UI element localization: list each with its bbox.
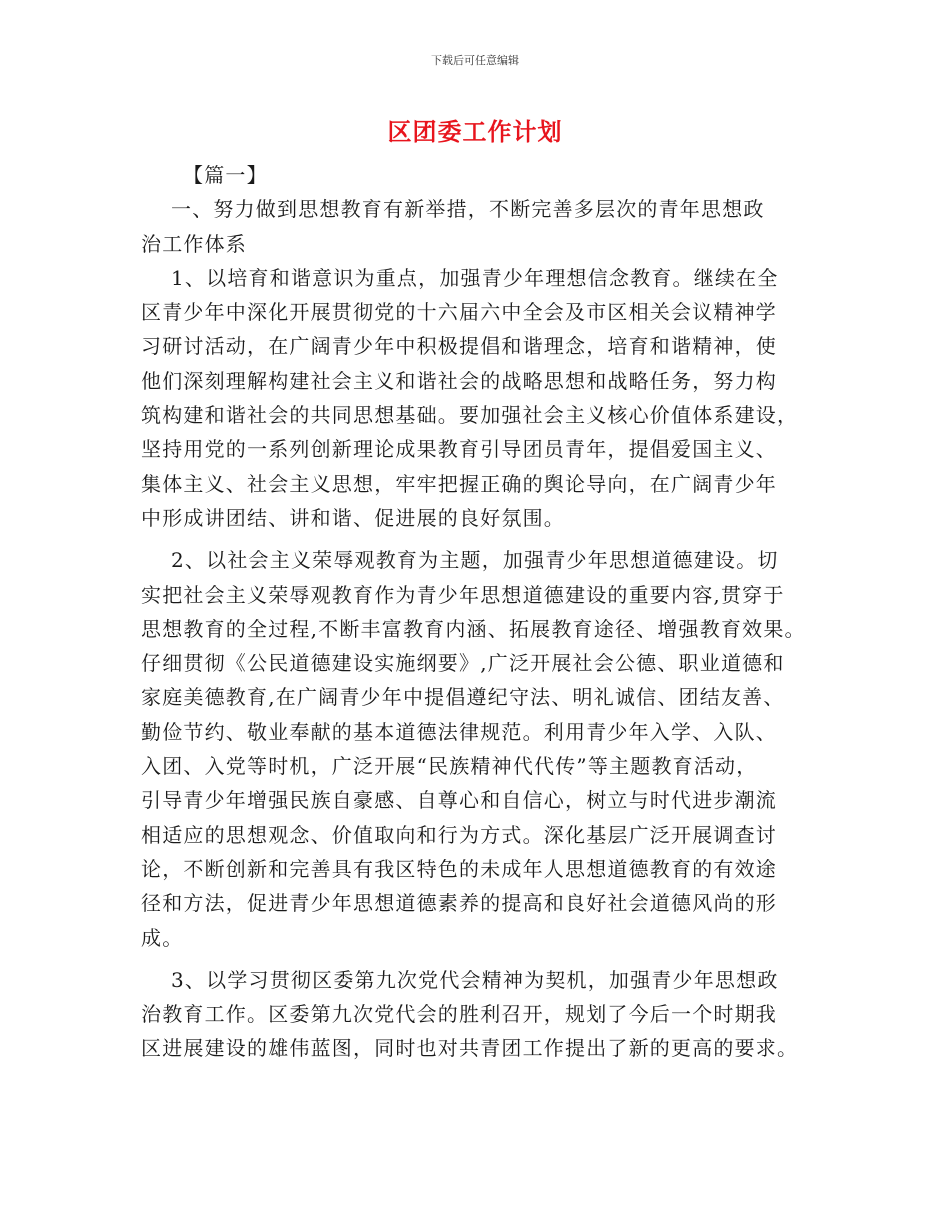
paragraph-2 [141, 261, 811, 535]
paragraph-line: 勤俭节约、敬业奉献的基本道德法律规范。利用青少年入学、入队、 [141, 719, 777, 744]
paragraph-line: 他们深刻理解构建社会主义和谐社会的战略思想和战略任务，努力构 [141, 368, 777, 393]
section-label: 【篇一】 [183, 163, 268, 187]
paragraph-4 [141, 963, 811, 1066]
paragraph-line: 中形成讲团结、讲和谐、促进展的良好氛围。 [141, 505, 565, 530]
paragraph-line: 坚持用党的一系列创新理论成果教育引导团员青年，提倡爱国主义、 [141, 437, 777, 462]
paragraph-line: 论，不断创新和完善具有我区特色的未成年人思想道德教育的有效途 [141, 856, 777, 881]
paragraph-3 [141, 543, 811, 955]
paragraph-line: 相适应的思想观念、价值取向和行为方式。深化基层广泛开展调查讨 [141, 822, 777, 847]
paragraph-line: 筑构建和谐社会的共同思想基础。要加强社会主义核心价值体系建设， [141, 403, 799, 428]
paragraph-line: 一、努力做到思想教育有新举措，不断完善多层次的青年思想政 [171, 197, 765, 222]
paragraph-line: 2、以社会主义荣辱观教育为主题，加强青少年思想道德建设。切 [171, 548, 779, 573]
paragraph-line: 1、以培育和谐意识为重点，加强青少年理想信念教育。继续在全 [171, 265, 779, 290]
page-header-note: 下载后可任意编辑 [431, 54, 519, 67]
paragraph-line: 治教育工作。区委第九次党代会的胜利召开，规划了今后一个时期我 [141, 1002, 777, 1027]
paragraph-line: 径和方法，促进青少年思想道德素养的提高和良好社会道德风尚的形 [141, 891, 777, 916]
paragraph-line: 成。 [141, 925, 184, 950]
document-title: 区团委工作计划 [387, 118, 563, 146]
paragraph-line: 集体主义、社会主义思想，牢牢把握正确的舆论导向，在广阔青少年 [141, 471, 777, 496]
paragraph-line: 实把社会主义荣辱观教育作为青少年思想道德建设的重要内容,贯穿于 [141, 582, 785, 607]
paragraph-line: 入团、入党等时机，广泛开展“民族精神代代传”等主题教育活动， [141, 754, 758, 779]
paragraph-line: 引导青少年增强民族自豪感、自尊心和自信心，树立与时代进步潮流 [141, 788, 777, 813]
paragraph-line: 仔细贯彻《公民道德建设实施纲要》,广泛开展社会公德、职业道德和 [141, 651, 785, 676]
paragraph-line: 区进展建设的雄伟蓝图，同时也对共青团工作提出了新的更高的要求。 [141, 1036, 799, 1061]
document-body [141, 158, 811, 1066]
paragraph-line: 家庭美德教育,在广阔青少年中提倡遵纪守法、明礼诚信、团结友善、 [141, 685, 785, 710]
paragraph-line: 3、以学习贯彻区委第九次党代会精神为契机，加强青少年思想政 [171, 967, 779, 992]
paragraph-line: 习研讨活动，在广阔青少年中积极提倡和谐理念，培育和谐精神，使 [141, 334, 777, 359]
paragraph-line: 思想教育的全过程,不断丰富教育内涵、拓展教育途径、增强教育效果。 [141, 616, 806, 641]
paragraph-gap [141, 955, 811, 963]
paragraph-1 [141, 192, 811, 261]
paragraph-line: 治工作体系 [141, 231, 247, 256]
paragraph-line: 区青少年中深化开展贯彻党的十六届六中全会及市区相关会议精神学 [141, 300, 777, 325]
paragraph-gap [141, 535, 811, 543]
